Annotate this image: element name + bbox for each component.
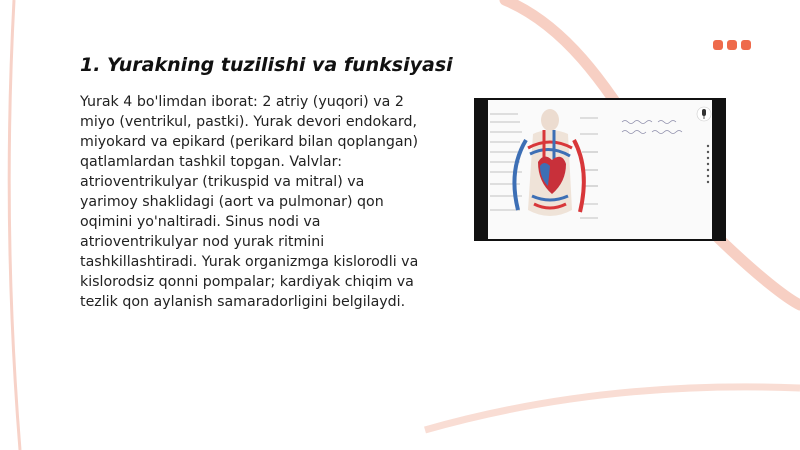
heart-diagram-image <box>488 100 712 239</box>
embedded-video-screenshot[interactable] <box>474 98 726 241</box>
dot <box>741 40 751 50</box>
slide-title: 1. Yurakning tuzilishi va funksiyasi <box>80 54 453 76</box>
dot <box>713 40 723 50</box>
slide-body-text: Yurak 4 bo'limdan iborat: 2 atriy (yuqori) va 2 miyo (ventrikul, pastki). Yurak devori endokard, miyokard va epikard (perikard bilan qoplangan) qatlamlardan tashkil topgan. Valvlar: atrioventrikulyar (trikuspid va mitral) va yarimoy shaklidagi (aort va pulmonar) qon oqimini yo'naltiradi. Sinus nodi va atrioventrikulyar nod yurak ritmini tashkillashtiradi. Yurak organizmga kislorodli va kislorodsiz qonni pompalar; kardiyak chiqim va tezlik qon aylanish samaradorligini belgilaydi. <box>80 94 419 310</box>
three-dots-icon[interactable] <box>713 40 751 50</box>
microphone-icon[interactable] <box>697 107 711 121</box>
dot <box>727 40 737 50</box>
video-frame <box>488 100 712 239</box>
